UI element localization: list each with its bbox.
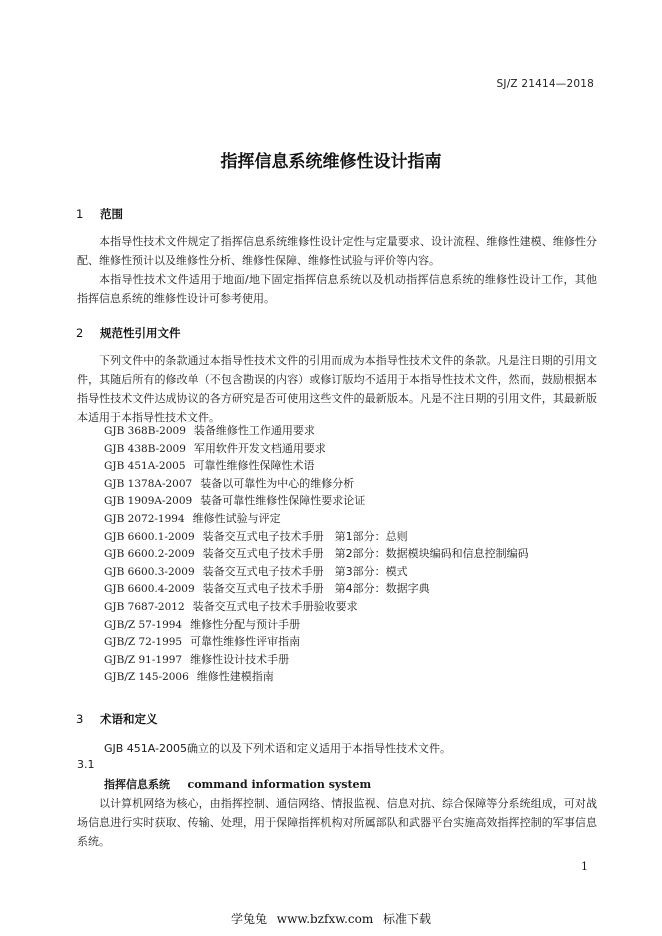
section1-paragraph-2: 本指导性技术文件适用于地面/地下固定指挥信息系统以及机动指挥信息系统的维修性设计工作，其他指挥信息系统的维修性设计可参考使用。 [77,273,597,305]
reference-title: 可靠性维修性评审指南 [190,635,301,649]
section3-heading [76,711,158,727]
reference-item [104,598,529,616]
reference-item [104,422,529,440]
section3-title: 术语和定义 [100,712,158,726]
reference-title: 装备交互式电子技术手册 第4部分：数据字典 [202,582,430,596]
reference-title: 装备交互式电子技术手册 第2部分：数据模块编码和信息控制编码 [202,547,529,561]
term-english: command information system [187,778,372,791]
page-number: 1 [581,860,588,873]
reference-code: GJB 1378A-2007 [104,477,193,490]
reference-list [104,422,529,686]
reference-title: 装备维修性工作通用要求 [193,424,315,437]
reference-code: GJB/Z 91-1997 [104,653,183,666]
reference-code: GJB 2072-1994 [104,512,185,525]
reference-title: 装备交互式电子技术手册 第3部分：模式 [202,564,408,578]
reference-item [104,563,529,581]
reference-title: 装备以可靠性为中心的维修分析 [200,476,355,490]
reference-code: GJB 6600.1-2009 [104,530,195,543]
reference-item [104,475,529,493]
reference-title: 维修性试验与评定 [192,511,281,525]
section1-paragraph-1: 本指导性技术文件规定了指挥信息系统维修性设计定性与定量要求、设计流程、维修性建模、维修性分配、维修性预计以及维修性分析、维修性保障、维修性试验与评价等内容。 [77,235,597,267]
reference-code: GJB 7687-2012 [104,600,185,613]
reference-item [104,668,529,686]
reference-item [104,492,529,510]
reference-code: GJB 6600.2-2009 [104,548,195,561]
section1-heading [76,206,123,222]
section2-intro: 下列文件中的条款通过本指导性技术文件的引用而成为本指导性技术文件的条款。凡是注日期的引用文件，其随后所有的修改单（不包含勘误的内容）或修订版均不适用于本指导性技术文件，然而，鼓励根据本指导性技术文件达成协议的各方研究是否可使用这些文件的最新版本。凡是不注日期的引用文件，其最新版本适用于本指导性技术文件。 [77,354,597,424]
reference-title: 维修性分配与预计手册 [190,617,301,631]
footer-watermark [0,910,662,927]
reference-item [104,510,529,528]
reference-title: 可靠性维修性保障性术语 [193,459,315,473]
reference-item [104,440,529,458]
reference-code: GJB 6600.4-2009 [104,583,195,596]
reference-item [104,545,529,563]
section1-number: 1 [76,207,84,221]
section2-title: 规范性引用文件 [100,326,181,340]
reference-code: GJB 6600.3-2009 [104,565,195,578]
section2-number: 2 [76,326,84,340]
reference-code: GJB/Z 145-2006 [104,671,189,684]
reference-code: GJB/Z 72-1995 [104,636,183,649]
reference-item [104,580,529,598]
reference-title: 装备交互式电子技术手册 第1部分：总则 [202,529,408,543]
footer-label: 标准下载 [383,912,432,926]
reference-code: GJB 1909A-2009 [104,495,193,508]
term-chinese: 指挥信息系统 [104,778,170,791]
standard-number: SJ/Z 21414—2018 [496,78,594,90]
reference-title: 军用软件开发文档通用要求 [193,441,326,455]
reference-title: 维修性设计技术手册 [190,652,290,666]
reference-title: 装备可靠性维修性保障性要求论证 [200,494,366,508]
reference-item [104,616,529,634]
section2-heading [76,325,181,341]
section3-intro: GJB 451A-2005确立的以及下列术语和定义适用于本指导性技术文件。 [104,742,452,755]
term-definition: 以计算机网络为核心，由指挥控制、通信网络、情报监视、信息对抗、综合保障等分系统组成，可对战场信息进行实时获取、传输、处理，用于保障指挥机构对所属部队和武器平台实施高效指挥控制的军事信息系统。 [77,797,597,848]
section1-title: 范围 [100,207,124,221]
reference-item [104,651,529,669]
reference-code: GJB 451A-2005 [104,460,186,473]
section3-number: 3 [76,712,84,726]
reference-item [104,633,529,651]
reference-code: GJB 438B-2009 [104,442,186,455]
document-title: 指挥信息系统维修性设计指南 [220,152,442,172]
reference-code: GJB 368B-2009 [104,425,186,437]
reference-title: 维修性建模指南 [196,670,274,684]
footer-url[interactable]: www.bzfxw.com [276,912,374,926]
term-heading [104,776,371,792]
reference-item [104,457,529,475]
reference-title: 装备交互式电子技术手册验收要求 [192,599,358,613]
reference-item [104,528,529,546]
term-number: 3.1 [77,758,95,771]
footer-site-name: 学兔兔 [230,912,267,926]
reference-code: GJB/Z 57-1994 [104,618,183,631]
